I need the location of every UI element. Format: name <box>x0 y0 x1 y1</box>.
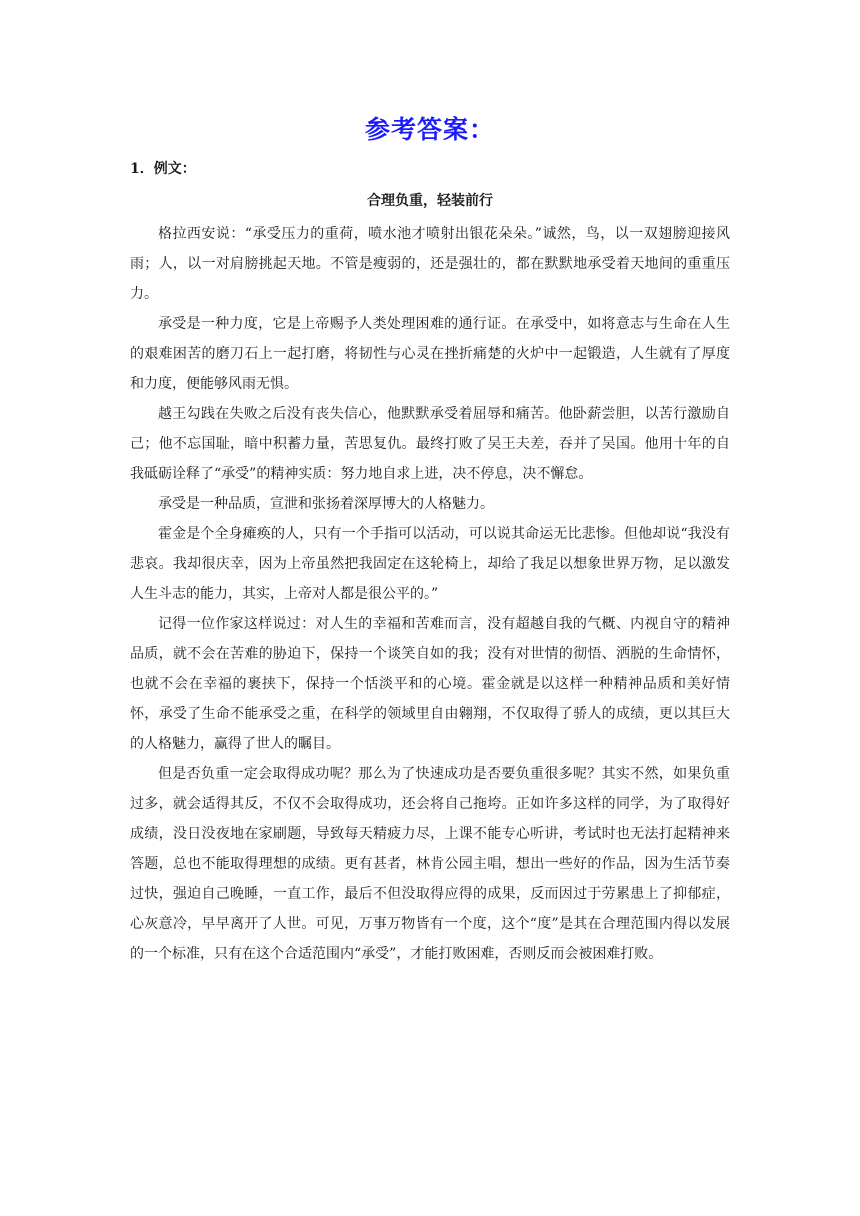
item-label: 1．例文： <box>130 161 196 177</box>
paragraph: 但是否负重一定会取得成功呢？那么为了快速成功是否要负重很多呢？其实不然，如果负重过多，就会适得其反，不仅不会取得成功，还会将自己拖垮。正如许多这样的同学，为了取得好成绩，没日没夜地在家刷题，导致每天精疲力尽，上课不能专心听讲，考试时也无法打起精神来答题，总也不能取得理想的成绩。更有甚者，林肯公园主唱，想出一些好的作品，因为生活节奏过快，强迫自己晚睡，一直工作，最后不但没取得应得的成果，反而因过于劳累患上了抑郁症，心灰意冷，早早离开了人世。可见，万事万物皆有一个度，这个“度”是其在合理范围内得以发展的一个标准，只有在这个合适范围内“承受”，才能打败困难，否则反而会被困难打败。 <box>130 766 730 962</box>
paragraph: 承受是一种品质，宣泄和张扬着深厚博大的人格魅力。 <box>158 496 494 512</box>
essay-body <box>130 219 730 969</box>
paragraph: 格拉西安说：“承受压力的重荷，喷水池才喷射出银花朵朵。”诚然，鸟，以一双翅膀迎接风雨；人，以一对肩膀挑起天地。不管是瘦弱的，还是强壮的，都在默默地承受着天地间的重重压力。 <box>130 226 730 302</box>
paragraph: 承受是一种力度，它是上帝赐予人类处理困难的通行证。在承受中，如将意志与生命在人生的艰难困苦的磨刀石上一起打磨，将韧性与心灵在挫折痛楚的火炉中一起锻造，人生就有了厚度和力度，便能够风雨无惧。 <box>130 316 730 392</box>
essay-title: 合理负重，轻装前行 <box>367 193 493 209</box>
answer-heading: 参考答案： <box>364 115 495 144</box>
paragraph: 记得一位作家这样说过：对人生的幸福和苦难而言，没有超越自我的气概、内视自守的精神品质，就不会在苦难的胁迫下，保持一个谈笑自如的我；没有对世情的彻悟、洒脱的生命情怀，也就不会在幸福的裹挟下，保持一个恬淡平和的心境。霍金就是以这样一种精神品质和美好情怀，承受了生命不能承受之重，在科学的领域里自由翱翔，不仅取得了骄人的成绩，更以其巨大的人格魅力，赢得了世人的瞩目。 <box>130 616 730 752</box>
paragraph: 霍金是个全身瘫痪的人，只有一个手指可以活动，可以说其命运无比悲惨。但他却说“我没有悲哀。我却很庆幸，因为上帝虽然把我固定在这轮椅上，却给了我足以想象世界万物，足以激发人生斗志的能力，其实，上帝对人都是很公平的。” <box>130 526 730 602</box>
paragraph: 越王勾践在失败之后没有丧失信心，他默默承受着屈辱和痛苦。他卧薪尝胆，以苦行激励自己；他不忘国耻，暗中积蓄力量，苦思复仇。最终打败了吴王夫差，吞并了吴国。他用十年的自我砥砺诠释了“承受”的精神实质：努力地自求上进，决不停息，决不懈怠。 <box>130 406 730 482</box>
